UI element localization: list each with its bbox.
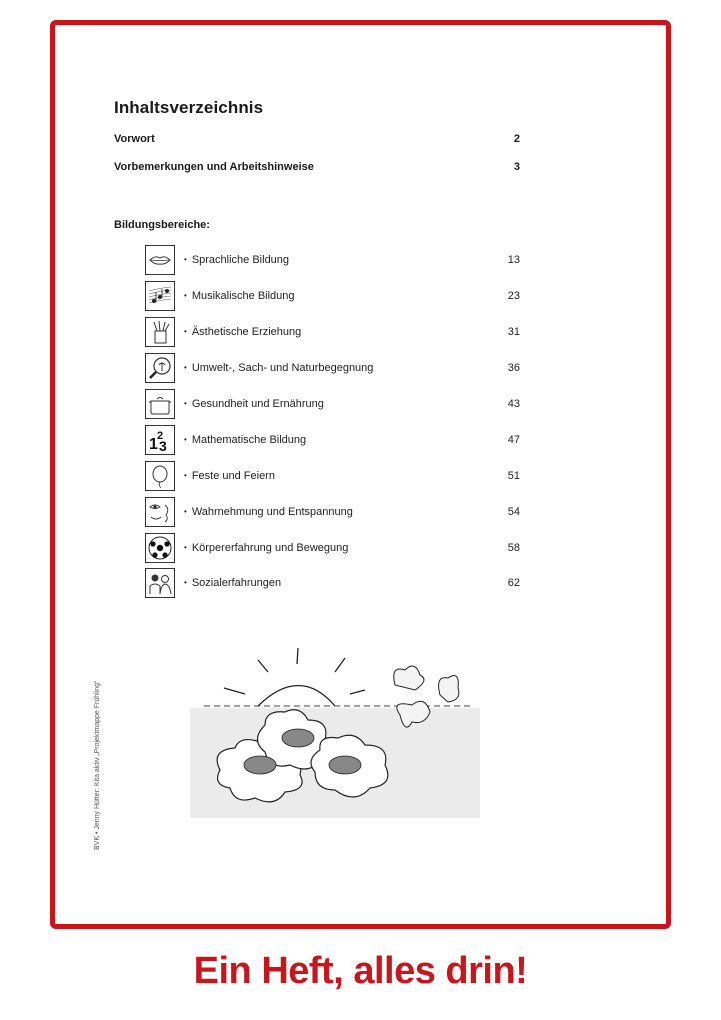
toc-entry-vorwort xyxy=(114,133,520,145)
balloon-icon xyxy=(145,461,175,491)
category-page: 23 xyxy=(507,290,520,302)
toc-category-row xyxy=(145,568,520,598)
category-page: 62 xyxy=(507,577,520,589)
toc-category-row xyxy=(145,281,520,311)
category-page: 31 xyxy=(507,326,520,338)
category-label: • Sprachliche Bildung xyxy=(184,254,490,266)
sunrise-flowers-icon xyxy=(190,640,480,820)
numbers-123-icon xyxy=(145,425,175,455)
category-label: • Gesundheit und Ernährung xyxy=(184,398,490,410)
toc-category-row xyxy=(145,317,520,347)
category-page: 54 xyxy=(507,506,520,518)
category-label: • Mathematische Bildung xyxy=(184,434,490,446)
people-icon xyxy=(145,568,175,598)
face-senses-icon xyxy=(145,497,175,527)
category-page: 51 xyxy=(507,470,520,482)
svg-text:1: 1 xyxy=(149,436,158,453)
side-credit: BVK • Jenny Hütter: Kita aktiv „Projektmappe Frühling“ xyxy=(94,680,101,850)
toc-entry-page: 2 xyxy=(513,133,520,145)
cooking-pot-icon xyxy=(145,389,175,419)
category-label: • Feste und Feiern xyxy=(184,470,490,482)
toc-category-row xyxy=(145,389,520,419)
music-notes-icon xyxy=(145,281,175,311)
section-heading: Bildungsbereiche: xyxy=(114,219,210,231)
toc-entry-label: Vorbemerkungen und Arbeitshinweise xyxy=(114,161,314,173)
toc-entry-label: Vorwort xyxy=(114,133,155,145)
category-page: 36 xyxy=(507,362,520,374)
toc-category-row xyxy=(145,461,520,491)
lips-icon xyxy=(145,245,175,275)
svg-text:2: 2 xyxy=(157,430,164,442)
toc-category-row xyxy=(145,425,520,455)
toc-entry-vorbemerkungen xyxy=(114,161,520,173)
slogan-heading: Ein Heft, alles drin! xyxy=(193,950,528,992)
svg-text:3: 3 xyxy=(159,438,167,453)
category-page: 58 xyxy=(507,542,520,554)
toc-category-row xyxy=(145,497,520,527)
toc-category-row xyxy=(145,245,520,275)
category-page: 13 xyxy=(507,254,520,266)
category-label: • Wahrnehmung und Entspannung xyxy=(184,506,490,518)
category-label: • Körpererfahrung und Bewegung xyxy=(184,542,490,554)
pencil-cup-icon xyxy=(145,317,175,347)
category-label: • Umwelt-, Sach- und Naturbegegnung xyxy=(184,362,490,374)
toc-entry-page: 3 xyxy=(513,161,520,173)
category-label: • Ästhetische Erziehung xyxy=(184,326,490,338)
toc-category-row xyxy=(145,533,520,563)
category-page: 47 xyxy=(507,434,520,446)
category-label: • Sozialerfahrungen xyxy=(184,577,490,589)
football-icon xyxy=(145,533,175,563)
magnifier-tree-icon xyxy=(145,353,175,383)
category-label: • Musikalische Bildung xyxy=(184,290,490,302)
page-title: Inhaltsverzeichnis xyxy=(114,98,264,117)
spring-illustration xyxy=(190,640,480,820)
category-page: 43 xyxy=(507,398,520,410)
toc-category-row xyxy=(145,353,520,383)
